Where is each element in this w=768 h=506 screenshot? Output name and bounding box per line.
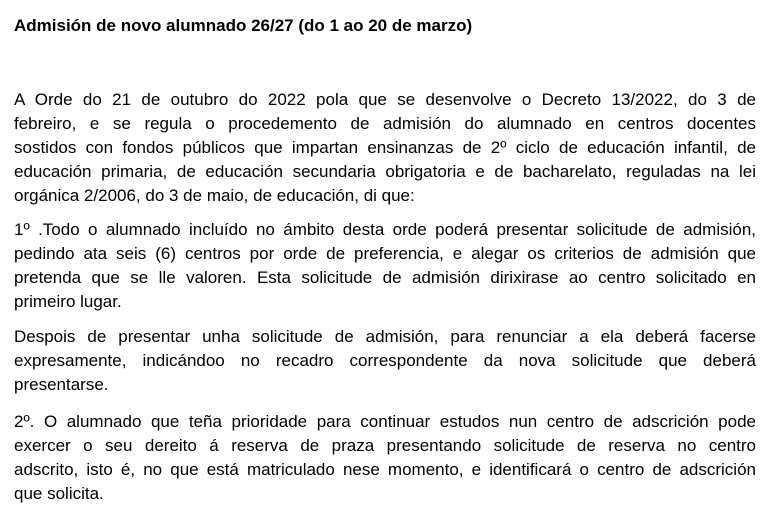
paragraph-line: pedindo ata seis (6) centros por orde de preferencia, e alegar os criterios de admisión que (14, 244, 756, 263)
paragraph-line: Despois de presentar unha solicitude de admisión, para renunciar a ela deberá facerse (14, 327, 756, 346)
paragraph-line: que solicita. (14, 484, 104, 503)
paragraph-line: exercer o seu dereito á reserva de praza presentando solicitude de reserva no centro (14, 436, 756, 455)
paragraph-line: 1º .Todo o alumnado incluído no ámbito desta orde poderá presentar solicitude de admisión, (14, 220, 756, 239)
paragraph-line: presentarse. (14, 375, 109, 394)
paragraph-renuncia (14, 325, 756, 397)
paragraph-point-1 (14, 218, 756, 314)
paragraph-line: educación primaria, de educación secundaria obrigatoria e de bacharelato, reguladas na lei (14, 162, 756, 181)
paragraph-line: orgánica 2/2006, do 3 de maio, de educación, di que: (14, 186, 415, 205)
paragraph-orde (14, 88, 756, 208)
paragraph-line: A Orde do 21 de outubro do 2022 pola que se desenvolve o Decreto 13/2022, do 3 de (14, 90, 756, 109)
paragraph-line: sostidos con fondos públicos que impartan ensinanzas de 2º ciclo de educación infantil, de (14, 138, 756, 157)
paragraph-point-2 (14, 410, 756, 506)
paragraph-line: expresamente, indicándoo no recadro correspondente da nova solicitude que deberá (14, 351, 756, 370)
paragraph-line: 2º. O alumnado que teña prioridade para continuar estudos nun centro de adscrición pode (14, 412, 756, 431)
paragraph-line: adscrito, isto é, no que está matriculado nese momento, e identificará o centro de adscrición (14, 460, 756, 479)
paragraph-line: febreiro, e se regula o procedemento de admisión do alumnado en centros docentes (14, 114, 756, 133)
paragraph-line: pretenda que se lle valoren. Esta solicitude de admisión dirixirase ao centro solicitado en (14, 268, 756, 287)
paragraph-line: primeiro lugar. (14, 292, 122, 311)
document-title: Admisión de novo alumnado 26/27 (do 1 ao 20 de marzo) (14, 16, 473, 35)
